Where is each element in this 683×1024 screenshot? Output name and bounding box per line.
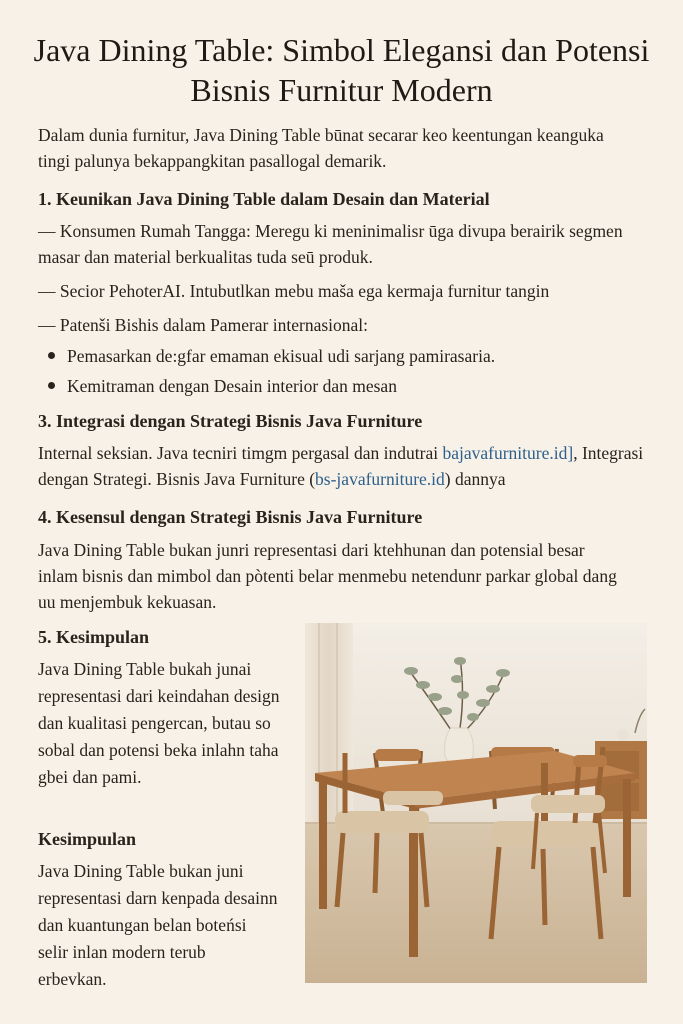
list-item [48,343,495,369]
section5-heading: 5. Kesimpulan [38,627,150,647]
bullet-icon [48,382,55,389]
link-bajavafurniture[interactable]: bajavafurniture.id] [442,443,574,463]
dining-table-illustration [305,623,647,983]
list-item [48,373,397,399]
section3-text-b: , Integrasi dengan Strategi. Bisnis Java Furniture ( [38,443,644,489]
section5-paragraph: Java Dining Table bukah junai representasi dari keindahan design dan kualitasi pengercan, butau so sobal dan potensi beka inlahn taha gbei dan pami. [38,659,280,787]
section1-item-sector: — Secior PehoterAI. Intubutlkan mebu maša ega kermaja furnitur tangin [38,281,550,301]
list-item-text: Kemitraman dengan Desain interior dan mesan [67,376,397,396]
conclusion-heading: Kesimpuılan [38,829,137,849]
section3-text-a: Internal seksian. Java tecniri timgm pergasal dan indutrai [38,443,443,463]
section4-heading: 4. Kesensul dengan Strategi Bisnis Java Furniture [38,507,423,527]
section1-heading: 1. Keunikan Java Dining Table dalam Desain dan Material [38,189,490,209]
section3-text-c: ) dannya [444,469,506,489]
page-title: Java Dining Table: Simbol Elegansi dan Potensi Bisnis Furnitur Modern [33,32,650,108]
link-bs-javafurniture[interactable]: bs-javafurniture.id [315,469,445,489]
bullet-icon [48,352,55,359]
section1-item-consumers: — Konsumen Rumah Tangga: Meregu ki meninimalisr ūga divupa berairik segmen masar dan material berkualitas tuda seū produk. [38,221,623,267]
conclusion-paragraph: Java Dining Table bukan juni representasi darn kenpada desainn dan kuantungan belan boteńsi selir inlan modern terub erbevkan. [38,861,278,989]
intro-paragraph: Dalam dunia furnitur, Java Dining Table būnat secarar keo keentungan keanguka tingi palunya bekappangkitan pasallogal demarik. [38,125,604,171]
section3-heading: 3. Integrasi dengan Strategi Bisnis Java Furniture [38,411,423,431]
list-item-text: Pemasarkan de:gfar emaman ekisual udi sarjang pamirasaria. [67,346,496,366]
section3-paragraph [38,440,650,492]
section1-item-potential: — Patenši Bishis dalam Pamerar internasional: [38,315,369,335]
dining-table-photo [305,623,647,983]
section4-paragraph: Java Dining Table bukan junri representasi dari ktehhunan dan potensial besar inlam bisnis dan mimbol dan pòtenti belar menmebu netendunr parkar global dang uu menjembuk kekuasan. [38,540,617,612]
